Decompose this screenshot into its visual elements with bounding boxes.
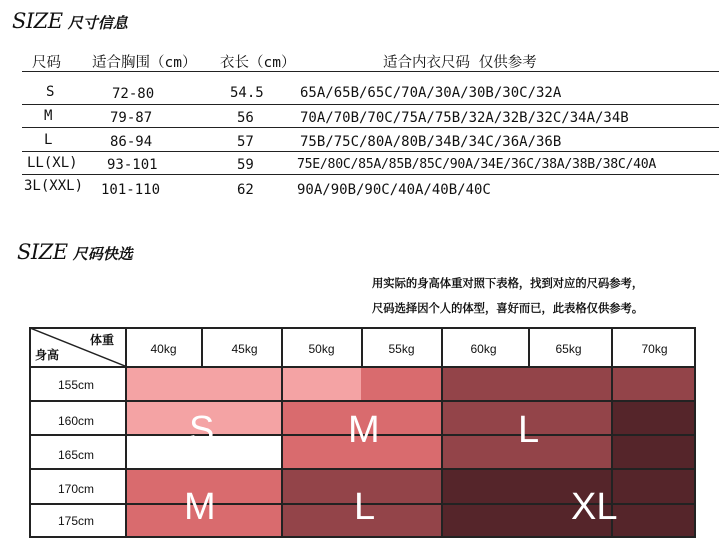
row-divider: [22, 127, 719, 128]
row-size: S: [46, 84, 55, 100]
quick-select-title-en: SIZE: [17, 240, 68, 264]
grid-line: [30, 366, 696, 368]
header-chest: 适合胸围（cm）: [92, 55, 197, 71]
row-size: LL(XL): [27, 155, 78, 171]
row-divider: [22, 151, 719, 152]
row-chest: 72-80: [112, 86, 155, 102]
row-divider: [22, 104, 719, 105]
weight-header: 70kg: [641, 342, 668, 356]
grid-line: [441, 327, 443, 538]
row-size: M: [44, 108, 53, 124]
size-label-xl: XL: [571, 486, 618, 528]
header-divider: [22, 71, 719, 72]
grid-line: [30, 468, 696, 470]
grid-line: [30, 536, 696, 538]
weight-header: 40kg: [150, 342, 177, 356]
row-chest: 86-94: [110, 134, 153, 150]
weight-header: 45kg: [231, 342, 258, 356]
row-bra: 75E/80C/85A/85B/85C/90A/34E/36C/38A/38B/38C/40A: [297, 157, 657, 172]
row-chest: 79-87: [110, 110, 153, 126]
row-length: 62: [237, 182, 254, 198]
size-label-m: M: [184, 486, 216, 528]
grid-line: [30, 400, 696, 402]
row-chest: 93-101: [107, 157, 158, 173]
grid-line: [125, 327, 127, 538]
height-label: 170cm: [57, 482, 95, 496]
size-label-l: L: [354, 486, 376, 528]
corner-weight-label: 体重: [90, 333, 115, 347]
grid-line: [361, 327, 363, 368]
grid-line: [528, 327, 530, 368]
row-bra: 65A/65B/65C/70A/30A/30B/30C/32A: [300, 85, 562, 101]
row-size: L: [44, 132, 53, 148]
note-line-2: 尺码选择因个人的体型，喜好而已，此表格仅供参考。: [372, 302, 644, 315]
row-bra: 75B/75C/80A/80B/34B/34C/36A/36B: [300, 134, 562, 150]
weight-header: 50kg: [308, 342, 335, 356]
height-label: 175cm: [57, 514, 95, 528]
weight-header: 60kg: [470, 342, 497, 356]
grid-cell: [442, 367, 695, 401]
weight-header: 55kg: [388, 342, 415, 356]
quick-select-title-cn: 尺码快选: [72, 245, 133, 263]
row-length: 54.5: [230, 85, 264, 101]
grid-line: [30, 327, 696, 329]
size-label-l: L: [518, 409, 540, 451]
header-size: 尺码: [32, 55, 61, 71]
row-divider: [22, 174, 719, 175]
row-chest: 101-110: [101, 182, 161, 198]
grid-line: [201, 327, 203, 368]
weight-header: 65kg: [555, 342, 582, 356]
corner-height-label: 身高: [35, 348, 60, 362]
quick-select-title: [17, 240, 133, 264]
height-label: 155cm: [57, 378, 95, 392]
size-chart-title-cn: 尺寸信息: [67, 14, 128, 32]
size-label-m: M: [348, 409, 380, 451]
note-line-1: 用实际的身高体重对照下表格，找到对应的尺码参考，: [372, 277, 644, 290]
row-length: 59: [237, 157, 254, 173]
grid-line: [281, 327, 283, 538]
grid-cell: [361, 367, 442, 401]
size-chart-title-en: SIZE: [12, 9, 63, 33]
row-length: 57: [237, 134, 254, 150]
row-bra: 90A/90B/90C/40A/40B/40C: [297, 182, 491, 198]
height-label: 165cm: [57, 448, 95, 462]
height-label: 160cm: [57, 414, 95, 428]
size-label-s: S: [189, 409, 215, 451]
header-length: 衣长（cm）: [220, 55, 296, 71]
row-size: 3L(XXL): [24, 178, 84, 194]
size-chart-title: [12, 9, 128, 33]
row-bra: 70A/70B/70C/75A/75B/32A/32B/32C/34A/34B: [300, 110, 629, 126]
header-bra: 适合内衣尺码 仅供参考: [383, 55, 537, 71]
row-length: 56: [237, 110, 254, 126]
grid-line: [694, 327, 696, 538]
